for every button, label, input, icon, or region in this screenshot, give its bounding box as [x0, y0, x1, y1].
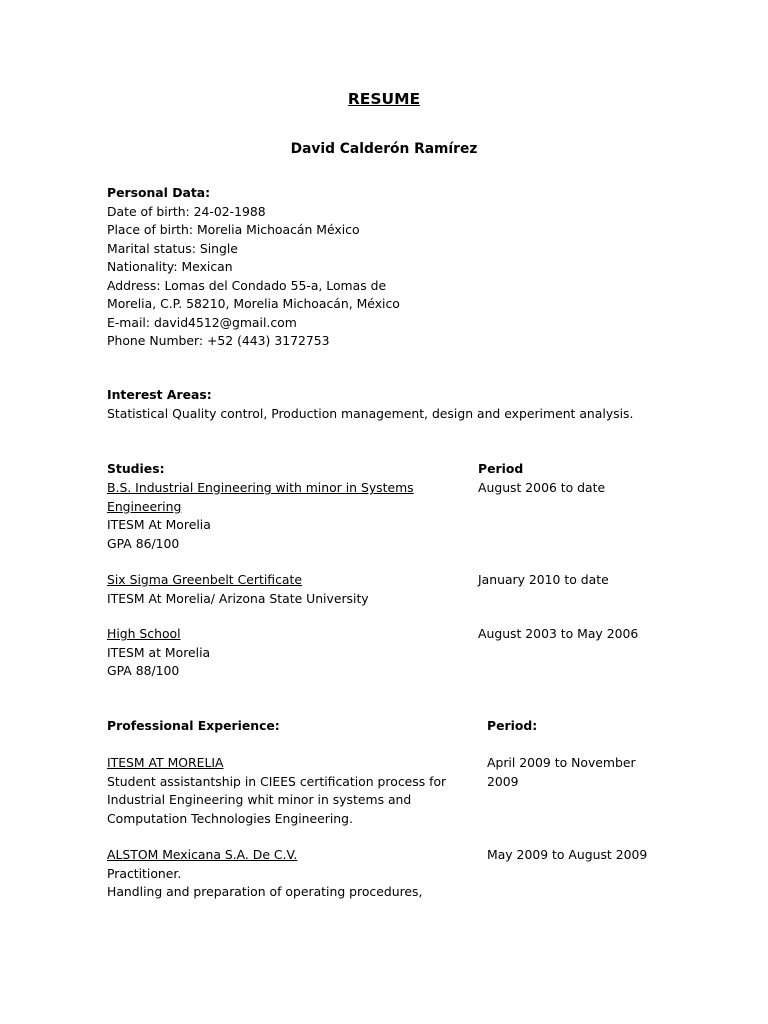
- email: E-mail: david4512@gmail.com: [107, 314, 297, 330]
- personal-data-heading: Personal Data:: [107, 185, 211, 200]
- interest-areas-section: [107, 386, 633, 423]
- study-gpa: GPA 88/100: [107, 663, 180, 678]
- study-period: January 2010 to date: [478, 572, 609, 587]
- study-title-cont: Engineering: [107, 498, 182, 514]
- experience-company: ITESM AT MORELIA: [107, 755, 224, 770]
- interest-areas-heading: Interest Areas:: [107, 387, 212, 402]
- study-institution: ITESM At Morelia: [107, 517, 211, 532]
- interest-areas-text: Statistical Quality control, Production management, design and experiment analysis.: [107, 405, 634, 421]
- study-period: August 2003 to May 2006: [478, 626, 639, 641]
- date-of-birth: Date of birth: 24-02-1988: [107, 203, 266, 219]
- experience-period-line: 2009: [487, 773, 519, 789]
- study-title: High School: [107, 626, 181, 641]
- study-title: Six Sigma Greenbelt Certificate: [107, 572, 302, 587]
- experience-item: [107, 846, 422, 902]
- experience-detail: Student assistantship in CIEES certification process for: [107, 773, 447, 789]
- address-line-2: Morelia, C.P. 58210, Morelia Michoacán, México: [107, 296, 400, 311]
- study-institution: ITESM at Morelia: [107, 644, 211, 660]
- study-item: [107, 479, 414, 553]
- experience-company: ALSTOM Mexicana S.A. De C.V.: [107, 847, 298, 862]
- experience-detail: Handling and preparation of operating procedures,: [107, 884, 423, 899]
- study-item: [107, 625, 210, 681]
- study-gpa: GPA 86/100: [107, 535, 180, 551]
- place-of-birth: Place of birth: Morelia Michoacán México: [107, 222, 360, 237]
- studies-period-heading: Period: [478, 461, 524, 476]
- experience-period: May 2009 to August 2009: [487, 847, 648, 862]
- studies-heading: Studies:: [107, 461, 165, 476]
- nationality: Nationality: Mexican: [107, 259, 233, 274]
- marital-status: Marital status: Single: [107, 240, 238, 256]
- experience-item: [107, 754, 446, 828]
- study-institution: ITESM At Morelia/ Arizona State University: [107, 590, 369, 606]
- study-period: August 2006 to date: [478, 480, 606, 495]
- experience-period-line: April 2009 to November: [487, 755, 636, 770]
- phone-number: Phone Number: +52 (443) 3172753: [107, 333, 330, 348]
- experience-period: [487, 754, 636, 791]
- study-item: [107, 571, 369, 608]
- experience-detail: Industrial Engineering whit minor in systems and: [107, 792, 412, 807]
- personal-data-section: [107, 184, 400, 351]
- experience-heading: Professional Experience:: [107, 718, 280, 733]
- person-name: David Calderón Ramírez: [290, 141, 478, 157]
- experience-period-heading: Period:: [487, 718, 538, 733]
- experience-detail: Practitioner.: [107, 865, 182, 881]
- address-line-1: Address: Lomas del Condado 55-a, Lomas de: [107, 277, 387, 293]
- document-title: RESUME: [347, 90, 421, 108]
- study-title: B.S. Industrial Engineering with minor in Systems: [107, 480, 414, 495]
- experience-detail: Computation Technologies Engineering.: [107, 810, 353, 826]
